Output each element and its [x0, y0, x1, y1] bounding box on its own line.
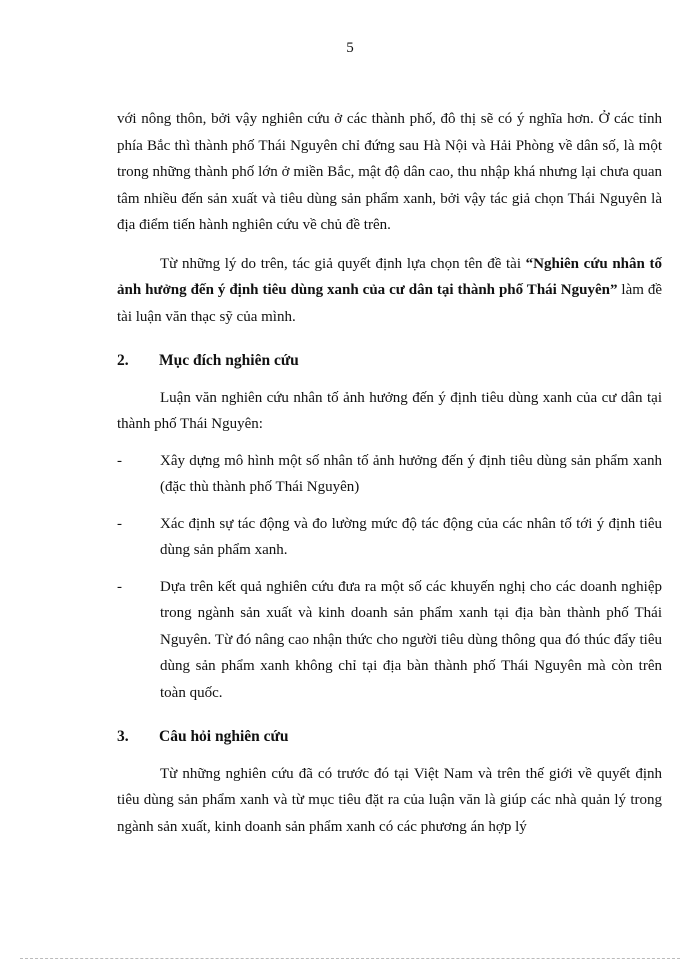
page-bottom-divider — [20, 958, 680, 959]
bullet-text: Xây dựng mô hình một số nhân tố ảnh hưởng đến ý định tiêu dùng sản phẩm xanh (đặc thù thành phố Thái Nguyên) — [160, 452, 662, 495]
bullet-item — [117, 574, 662, 707]
bullet-text: Xác định sự tác động và đo lường mức độ tác động của các nhân tố tới ý định tiêu dùng sản phẩm xanh. — [160, 515, 662, 558]
thesis-title: “Nghiên cứu nhân tố ảnh hưởng đến ý định tiêu dùng xanh của cư dân tại thành phố Thái Nguyên” — [117, 255, 662, 298]
questions-paragraph: Từ những nghiên cứu đã có trước đó tại Việt Nam và trên thế giới về quyết định tiêu dùng sản phẩm xanh và từ mục tiêu đặt ra của luận văn là giúp các nhà quản lý trong ngành sản xuất, kinh doanh sản phẩm xanh có các phương án hợp lý — [117, 765, 662, 835]
bullet-dash: - — [117, 515, 122, 532]
bullet-dash: - — [117, 452, 122, 469]
section-heading-purpose — [117, 348, 662, 375]
section-title: Mục đích nghiên cứu — [159, 352, 299, 369]
bullet-item — [117, 511, 662, 564]
section-title: Câu hỏi nghiên cứu — [159, 728, 289, 745]
section-number: 2. — [117, 352, 129, 369]
page-number: 5 — [346, 40, 354, 56]
paragraph-context: với nông thôn, bởi vậy nghiên cứu ở các thành phố, đô thị sẽ có ý nghĩa hơn. Ở các tỉnh phía Bắc thì thành phố Thái Nguyên chỉ đứng sau Hà Nội và Hải Phòng về dân số, là một trong những thành phố lớn ở miền Bắc, mật độ dân cao, thu nhập khá nhưng lại chưa quan tâm nhiều đến sản xuất và tiêu dùng sản phẩm xanh, bởi vậy tác giả chọn Thái Nguyên là địa điểm tiến hành nghiên cứu về chủ đề trên. — [117, 111, 662, 233]
bullet-text: Dựa trên kết quả nghiên cứu đưa ra một số các khuyến nghị cho các doanh nghiệp trong ngành sản xuất và kinh doanh sản phẩm xanh tại địa bàn thành phố Thái Nguyên. Từ đó nâng cao nhận thức cho người tiêu dùng thông qua đó thúc đẩy tiêu dùng sản phẩm xanh không chỉ tại địa bàn thành phố Thái Nguyên mà còn trên toàn quốc. — [160, 578, 662, 701]
bullet-item — [117, 448, 662, 501]
purpose-intro: Luận văn nghiên cứu nhân tố ảnh hưởng đến ý định tiêu dùng xanh của cư dân tại thành phố Thái Nguyên: — [117, 389, 662, 432]
page-content — [117, 106, 662, 840]
section-number: 3. — [117, 728, 129, 745]
section-heading-questions — [117, 724, 662, 751]
topic-text-after: làm đề tài luận văn thạc sỹ của mình. — [117, 282, 663, 325]
topic-text-before: Từ những lý do trên, tác giả quyết định lựa chọn tên đề tài — [160, 255, 526, 272]
paragraph-topic-choice — [117, 251, 662, 331]
bullet-dash: - — [117, 578, 122, 595]
